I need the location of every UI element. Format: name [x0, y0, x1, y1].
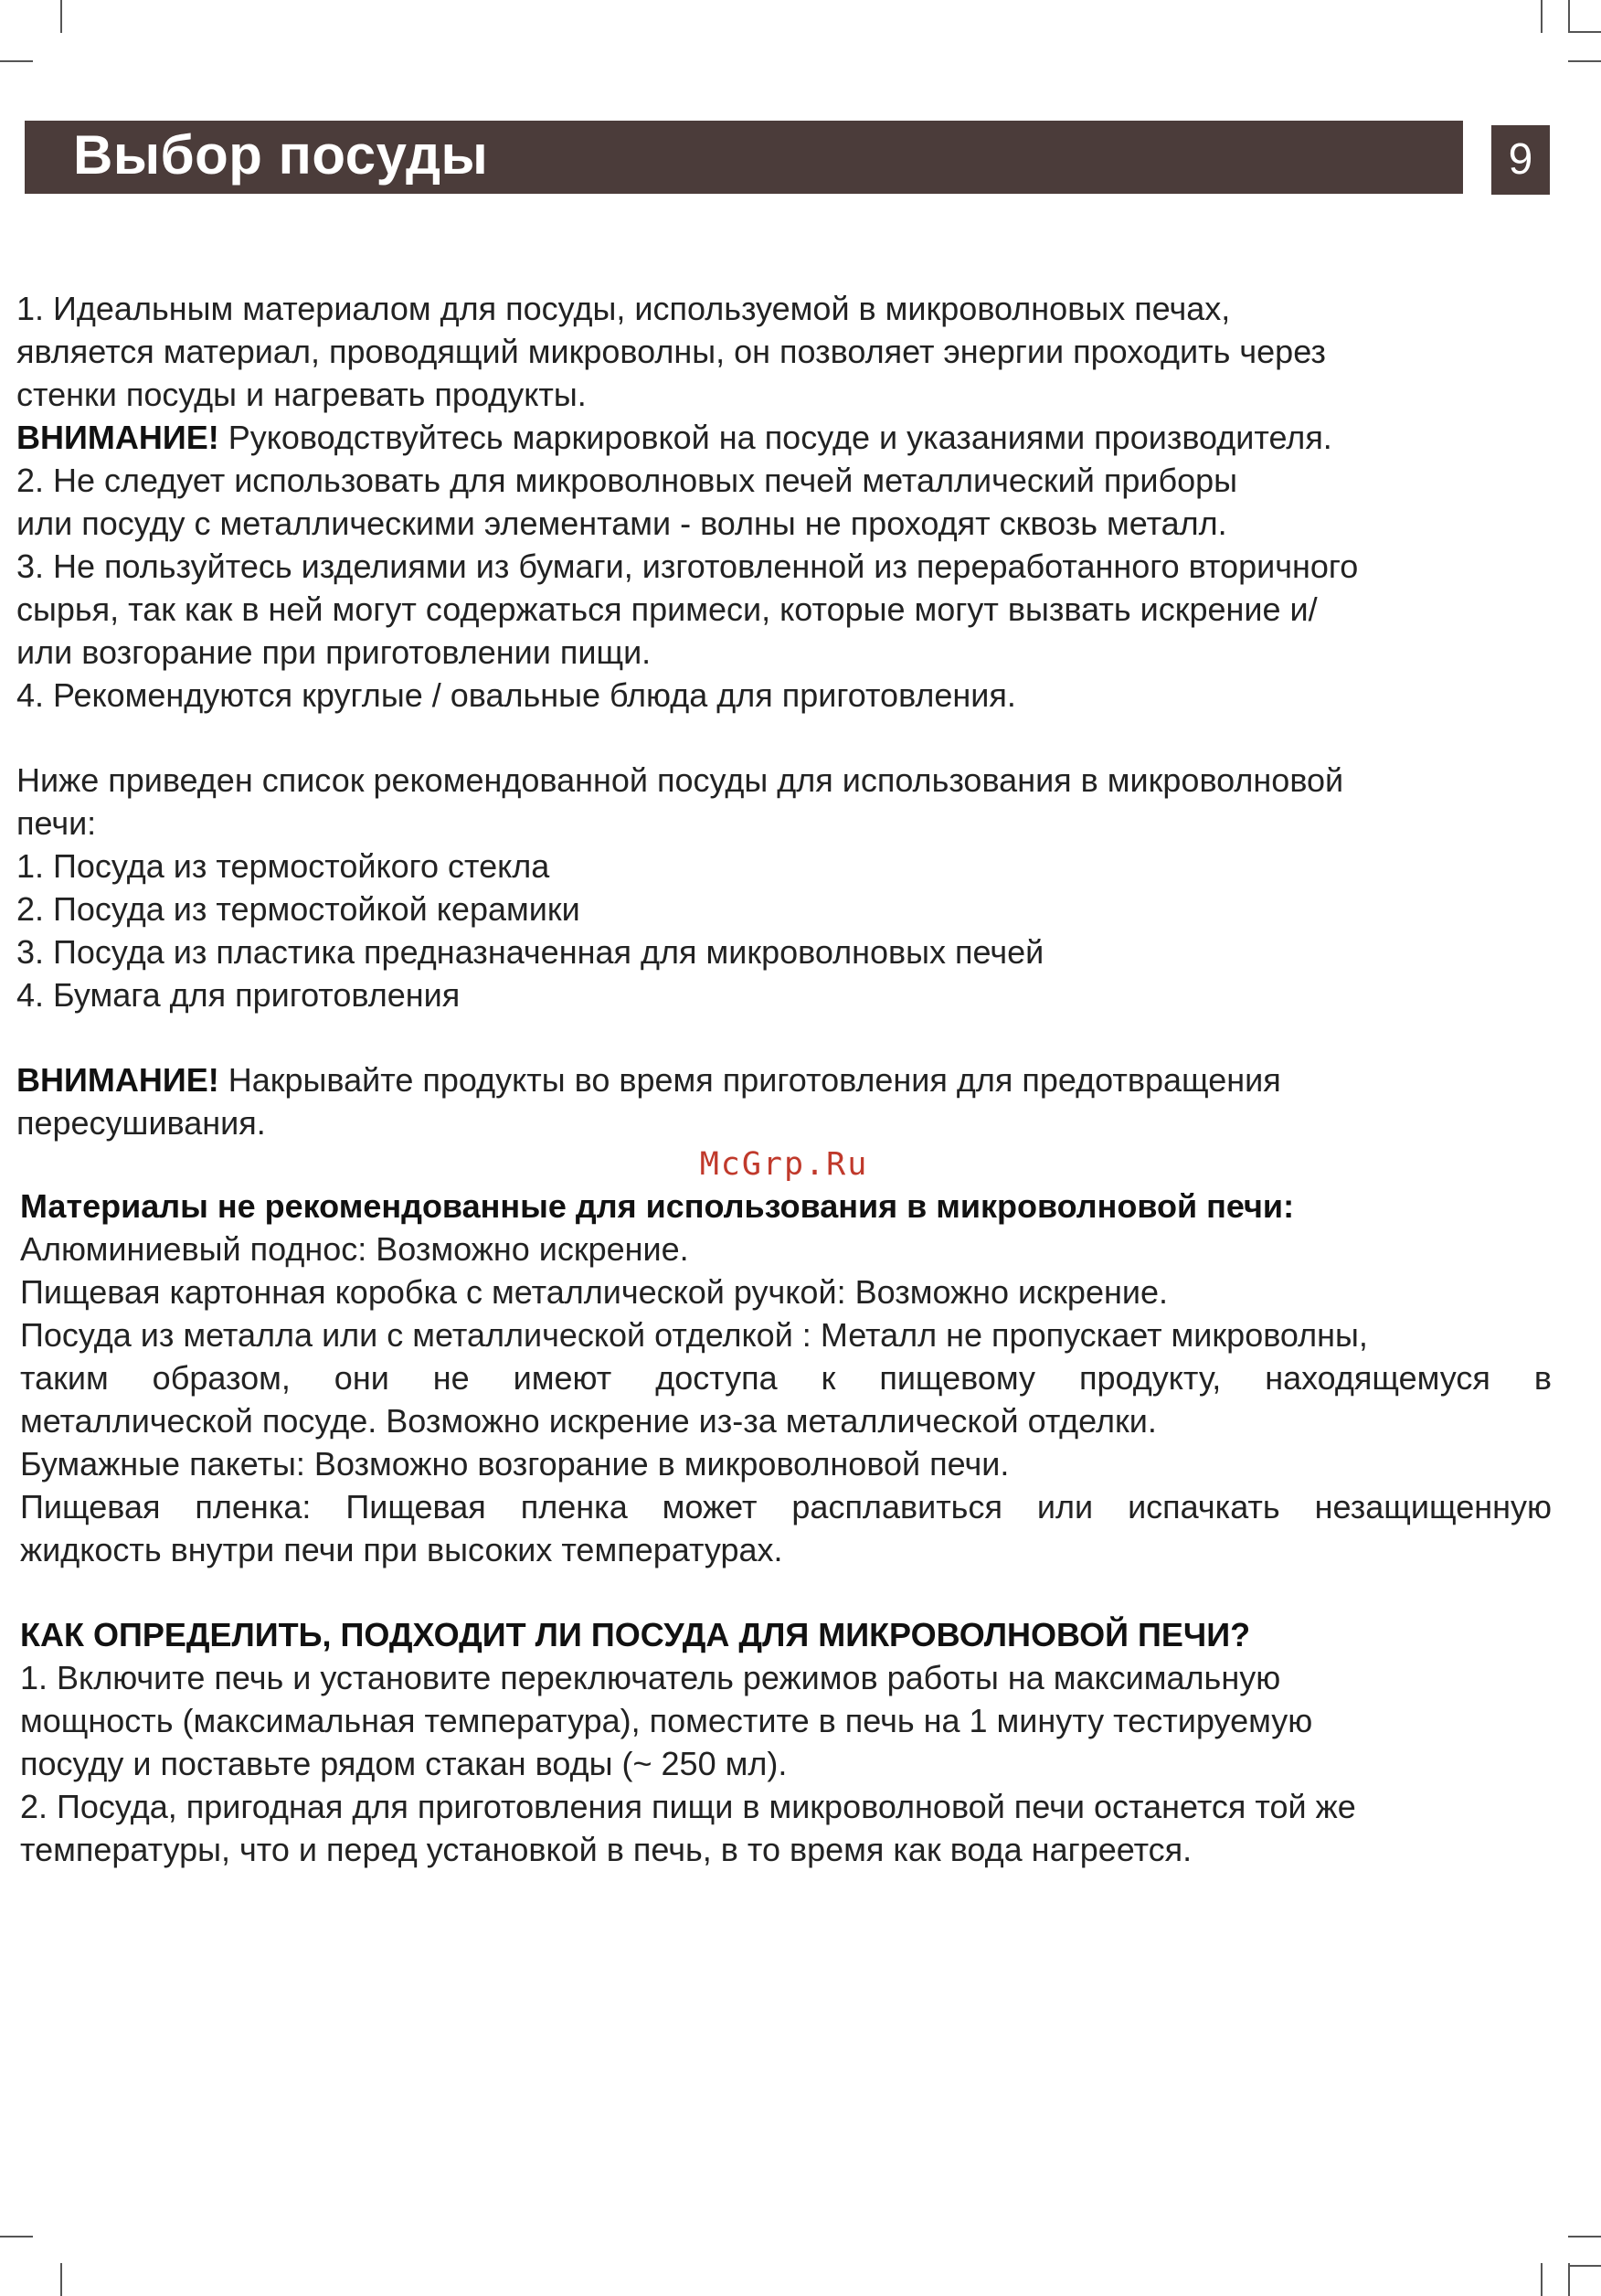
page-number: 9: [1491, 125, 1550, 195]
recommended-item: 1. Посуда из термостойкого стекла: [16, 847, 550, 885]
section-heading: КАК ОПРЕДЕЛИТЬ, ПОДХОДИТ ЛИ ПОСУДА ДЛЯ МИКРОВОЛНОВОЙ ПЕЧИ?: [20, 1616, 1251, 1653]
section-line: Посуда из металла или с металлической отделкой : Металл не пропускает микроволны,: [20, 1316, 1368, 1354]
crop-mark: [1541, 0, 1543, 33]
crop-mark: [1568, 2265, 1601, 2267]
crop-mark: [60, 0, 62, 33]
point-line: или возгорание при приготовлении пищи.: [16, 633, 652, 671]
crop-mark: [0, 60, 33, 62]
intro-line: 1. Идеальным материалом для посуды, используемой в микроволновых печах,: [16, 290, 1231, 327]
page-title: Выбор посуды: [73, 124, 489, 186]
document-body: [16, 287, 1552, 1871]
point-line: 3. Не пользуйтесь изделиями из бумаги, изготовленной из переработанного вторичного: [16, 547, 1359, 585]
crop-mark: [1568, 0, 1570, 33]
section-line: посуду и поставьте рядом стакан воды (~ 250 мл).: [20, 1745, 788, 1782]
recommended-item: 3. Посуда из пластика предназначенная для микроволновых печей: [16, 933, 1044, 971]
recommended-intro: печи:: [16, 804, 97, 842]
point-line: сырья, так как в ней могут содержаться примеси, которые могут вызвать искрение и/: [16, 590, 1318, 628]
section-heading: Материалы не рекомендованные для использования в микроволновой печи:: [20, 1187, 1295, 1225]
point-line: 2. Не следует использовать для микроволновых печей металлический приборы: [16, 462, 1238, 499]
section-line: мощность (максимальная температура), поместите в печь на 1 минуту тестируемую: [20, 1702, 1313, 1739]
section-line: температуры, что и перед установкой в печь, в то время как вода нагреется.: [20, 1831, 1193, 1868]
warning-label: ВНИМАНИЕ!: [16, 419, 219, 456]
warning-line: пересушивания.: [16, 1104, 266, 1142]
recommended-intro: Ниже приведен список рекомендованной посуды для использования в микроволновой: [16, 761, 1344, 799]
watermark: McGrp.Ru: [699, 1146, 869, 1183]
section-line: 2. Посуда, пригодная для приготовления пищи в микроволновой печи останется той же: [20, 1788, 1356, 1825]
warning-text: Накрывайте продукты во время приготовления для предотвращения: [218, 1061, 1281, 1099]
section-line: Алюминиевый поднос: Возможно искрение.: [20, 1230, 689, 1268]
crop-mark: [1568, 2236, 1601, 2238]
recommended-item: 2. Посуда из термостойкой керамики: [16, 890, 580, 928]
warning-text: Руководствуйтесь маркировкой на посуде и указаниями производителя.: [218, 419, 1332, 456]
section-line: металлической посуде. Возможно искрение из-за металлической отделки.: [20, 1402, 1157, 1440]
intro-line: является материал, проводящий микроволны, он позволяет энергии проходить через: [16, 333, 1326, 370]
crop-mark: [60, 2263, 62, 2296]
crop-mark: [1568, 31, 1601, 33]
crop-mark: [1568, 60, 1601, 62]
section-line: Пищевая картонная коробка с металлической ручкой: Возможно искрение.: [20, 1273, 1168, 1311]
crop-mark: [1541, 2263, 1543, 2296]
section-line: Пищевая пленка: Пищевая пленка может расплавиться или испачкать незащищенную: [20, 1488, 1552, 1525]
warning-label: ВНИМАНИЕ!: [16, 1061, 219, 1099]
section-line: Бумажные пакеты: Возможно возгорание в микроволновой печи.: [20, 1445, 1010, 1483]
crop-mark: [1568, 2263, 1570, 2296]
point-line: или посуду с металлическими элементами - волны не проходят сквозь металл.: [16, 505, 1227, 542]
point-line: 4. Рекомендуются круглые / овальные блюда для приготовления.: [16, 676, 1016, 714]
section-line: 1. Включите печь и установите переключатель режимов работы на максимальную: [20, 1659, 1281, 1696]
section-line: таким образом, они не имеют доступа к пищевому продукту, находящемуся в: [20, 1359, 1552, 1397]
intro-line: стенки посуды и нагревать продукты.: [16, 376, 587, 413]
not-recommended-section: [16, 1185, 1552, 1871]
recommended-item: 4. Бумага для приготовления: [16, 976, 461, 1014]
warning-line: [16, 1058, 1552, 1101]
section-line: жидкость внутри печи при высоких температурах.: [20, 1531, 783, 1568]
warning-line: [16, 416, 1552, 459]
crop-mark: [0, 2236, 33, 2238]
